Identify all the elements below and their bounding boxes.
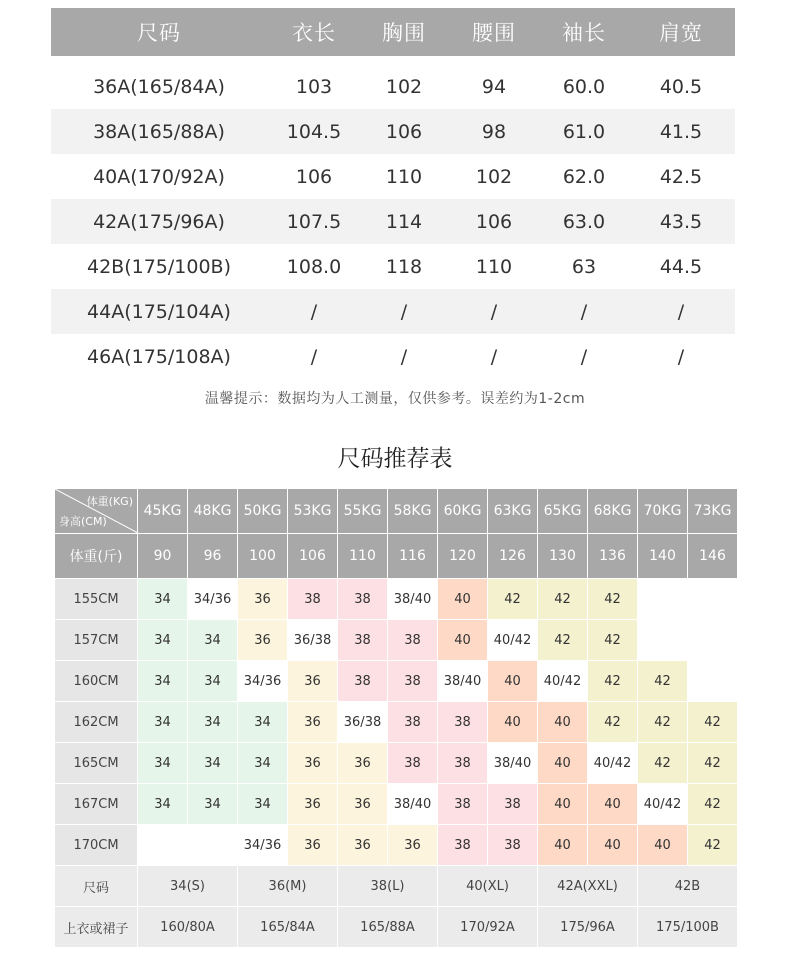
recommended-size-cell: 38 — [388, 743, 438, 784]
size-label-row — [55, 866, 738, 907]
recommended-size-cell: 40 — [588, 784, 638, 825]
recommended-size-cell: 34 — [138, 620, 188, 661]
size-chart-value-cell: 43.5 — [627, 199, 735, 244]
size-chart-header: 腰围 — [447, 8, 541, 56]
recommended-size-cell: 36/38 — [288, 620, 338, 661]
recommended-size-cell: 36 — [288, 784, 338, 825]
weight-kg-header: 70KG — [638, 489, 688, 534]
recommended-size-cell: 40 — [538, 743, 588, 784]
size-chart-value-cell: 110 — [385, 165, 423, 188]
recommended-size-cell: 42 — [588, 702, 638, 743]
size-chart-header: 尺码 — [51, 8, 267, 56]
weight-jin-header: 90 — [138, 534, 188, 579]
weight-jin-header: 146 — [688, 534, 738, 579]
size-chart-value-cell: / — [310, 345, 318, 368]
weight-kg-header: 60KG — [438, 489, 488, 534]
recommended-size-cell: 38 — [388, 620, 438, 661]
corner-weight-label: 体重(KG) — [86, 495, 133, 508]
size-chart-value-cell: 107.5 — [267, 199, 361, 244]
size-chart-size-cell: 42B(175/100B) — [86, 255, 231, 278]
size-chart-value-cell: 44.5 — [659, 255, 703, 278]
recommended-size-cell: 36/38 — [338, 702, 388, 743]
size-chart-row — [51, 199, 735, 244]
recommended-size-cell: 36 — [288, 743, 338, 784]
recommended-size-cell: 36 — [238, 620, 288, 661]
weight-kg-header: 58KG — [388, 489, 438, 534]
weight-kg-header: 68KG — [588, 489, 638, 534]
recommended-size-cell: 34 — [238, 784, 288, 825]
recommended-size-cell: 34 — [238, 743, 288, 784]
weight-kg-row — [55, 489, 738, 534]
garment-spec-cell: 165/88A — [338, 907, 438, 948]
size-chart-value-cell: 102 — [385, 75, 423, 98]
recommended-size-cell: 36 — [388, 825, 438, 866]
size-chart-value-cell: / — [447, 289, 541, 334]
garment-spec-cell: 170/92A — [438, 907, 538, 948]
size-chart-value-cell: 108.0 — [286, 255, 342, 278]
garment-spec-cell: 175/100B — [638, 907, 738, 948]
size-chart-value-cell: / — [361, 289, 447, 334]
weight-kg-header: 50KG — [238, 489, 288, 534]
weight-kg-header: 65KG — [538, 489, 588, 534]
size-chart-value-cell: 104.5 — [267, 109, 361, 154]
size-chart-value-cell: 106 — [447, 199, 541, 244]
size-chart-value-cell: / — [267, 289, 361, 334]
size-name-cell: 38(L) — [338, 866, 438, 907]
size-chart-row — [51, 289, 735, 334]
size-chart-value-cell: 106 — [361, 109, 447, 154]
corner-diagonal-cell — [55, 489, 138, 534]
height-label: 170CM — [55, 825, 138, 866]
size-chart-value-cell: 98 — [447, 109, 541, 154]
recommended-size-cell: 40 — [488, 661, 538, 702]
recommended-size-cell: 40 — [438, 579, 488, 620]
weight-jin-header: 100 — [238, 534, 288, 579]
recommended-size-cell — [638, 579, 688, 620]
size-name-cell: 40(XL) — [438, 866, 538, 907]
recommended-size-cell — [688, 620, 738, 661]
recommended-size-cell — [138, 825, 188, 866]
size-chart-size-cell: 46A(175/108A) — [87, 345, 231, 368]
recommended-size-cell: 38 — [438, 784, 488, 825]
recommended-size-cell: 42 — [588, 579, 638, 620]
recommended-size-cell: 34 — [138, 661, 188, 702]
size-chart-value-cell: 114 — [361, 199, 447, 244]
recommendation-row — [55, 579, 738, 620]
recommended-size-cell: 34 — [188, 620, 238, 661]
size-chart-table — [51, 8, 735, 379]
recommended-size-cell: 42 — [688, 825, 738, 866]
recommended-size-cell: 42 — [688, 784, 738, 825]
size-chart-value-cell: 41.5 — [627, 109, 735, 154]
size-chart-value-cell: 42.5 — [659, 165, 703, 188]
recommended-size-cell: 34 — [138, 743, 188, 784]
size-chart-value-cell: 118 — [385, 255, 423, 278]
size-chart-value-cell: 110 — [475, 255, 513, 278]
height-label: 155CM — [55, 579, 138, 620]
jin-label: 体重(斤) — [55, 534, 138, 579]
size-chart-value-cell: 63.0 — [541, 199, 627, 244]
size-recommendation-table — [54, 488, 738, 948]
recommended-size-cell: 34 — [188, 661, 238, 702]
weight-kg-header: 73KG — [688, 489, 738, 534]
recommended-size-cell: 40 — [538, 825, 588, 866]
weight-jin-header: 116 — [388, 534, 438, 579]
recommended-size-cell: 40 — [538, 784, 588, 825]
recommended-size-cell: 38 — [338, 620, 388, 661]
recommended-size-cell: 38 — [388, 702, 438, 743]
size-name-cell: 34(S) — [138, 866, 238, 907]
recommended-size-cell: 42 — [688, 702, 738, 743]
recommended-size-cell: 38 — [488, 784, 538, 825]
size-chart-header-row — [51, 8, 735, 56]
weight-kg-header: 45KG — [138, 489, 188, 534]
size-chart-row — [51, 64, 735, 109]
recommended-size-cell: 34/36 — [238, 661, 288, 702]
weight-jin-header: 136 — [588, 534, 638, 579]
height-label: 162CM — [55, 702, 138, 743]
size-chart-header: 胸围 — [361, 8, 447, 56]
size-chart-row — [51, 154, 735, 199]
weight-jin-header: 140 — [638, 534, 688, 579]
recommended-size-cell: 34 — [138, 784, 188, 825]
size-chart-size-cell: 38A(165/88A) — [51, 109, 267, 154]
recommendation-row — [55, 784, 738, 825]
measurement-note: 温馨提示：数据均为人工测量，仅供参考。误差约为1-2cm — [204, 391, 586, 407]
recommended-size-cell: 34 — [188, 743, 238, 784]
weight-kg-header: 48KG — [188, 489, 238, 534]
recommended-size-cell: 36 — [338, 743, 388, 784]
corner-height-label: 身高(CM) — [59, 515, 107, 528]
recommended-size-cell: 38 — [438, 702, 488, 743]
recommended-size-cell: 40 — [588, 825, 638, 866]
recommended-size-cell: 40/42 — [488, 620, 538, 661]
size-chart-value-cell: 94 — [481, 75, 507, 98]
recommended-size-cell: 42 — [638, 661, 688, 702]
recommended-size-cell: 34/36 — [188, 579, 238, 620]
recommended-size-cell: 42 — [638, 743, 688, 784]
size-chart-value-cell: / — [490, 345, 498, 368]
recommended-size-cell: 34 — [138, 579, 188, 620]
weight-jin-header: 110 — [338, 534, 388, 579]
size-chart-value-cell: / — [541, 289, 627, 334]
size-chart-value-cell: 63 — [571, 255, 597, 278]
recommended-size-cell: 38 — [388, 661, 438, 702]
recommended-size-cell: 36 — [338, 784, 388, 825]
recommended-size-cell: 38/40 — [438, 661, 488, 702]
size-chart-size-cell: 36A(165/84A) — [93, 75, 225, 98]
garment-spec-cell: 160/80A — [138, 907, 238, 948]
recommended-size-cell: 40 — [438, 620, 488, 661]
size-chart-value-cell: 102 — [475, 165, 513, 188]
height-label: 167CM — [55, 784, 138, 825]
size-chart-value-cell: 103 — [295, 75, 333, 98]
size-chart-row — [51, 244, 735, 289]
recommended-size-cell: 40 — [538, 702, 588, 743]
garment-spec-cell: 175/96A — [538, 907, 638, 948]
weight-jin-header: 106 — [288, 534, 338, 579]
recommended-size-cell: 42 — [588, 661, 638, 702]
size-chart-header: 袖长 — [541, 8, 627, 56]
recommended-size-cell: 36 — [288, 702, 338, 743]
recommended-size-cell — [638, 620, 688, 661]
height-label: 157CM — [55, 620, 138, 661]
recommended-size-cell: 38 — [338, 661, 388, 702]
recommended-size-cell: 38/40 — [388, 784, 438, 825]
size-chart-value-cell: / — [677, 345, 685, 368]
size-name-cell: 36(M) — [238, 866, 338, 907]
recommendation-row — [55, 702, 738, 743]
size-chart-value-cell: 62.0 — [562, 165, 606, 188]
recommendation-row — [55, 743, 738, 784]
size-chart-header: 肩宽 — [627, 8, 735, 56]
size-name-cell: 42B — [638, 866, 738, 907]
size-row-label: 尺码 — [55, 866, 138, 907]
recommended-size-cell: 38/40 — [488, 743, 538, 784]
size-chart-row — [51, 109, 735, 154]
size-chart-size-cell: 40A(170/92A) — [93, 165, 225, 188]
recommended-size-cell: 36 — [338, 825, 388, 866]
size-chart-size-cell: 42A(175/96A) — [51, 199, 267, 244]
recommended-size-cell: 40/42 — [588, 743, 638, 784]
size-chart-value-cell: 61.0 — [541, 109, 627, 154]
recommended-size-cell: 42 — [538, 620, 588, 661]
size-chart-row — [51, 334, 735, 379]
recommended-size-cell: 34 — [188, 784, 238, 825]
recommended-size-cell — [688, 661, 738, 702]
recommended-size-cell: 40/42 — [538, 661, 588, 702]
garment-spec-row — [55, 907, 738, 948]
recommended-size-cell: 40 — [638, 825, 688, 866]
weight-jin-header: 130 — [538, 534, 588, 579]
recommendation-title: 尺码推荐表 — [337, 446, 453, 472]
recommended-size-cell: 36 — [288, 661, 338, 702]
recommended-size-cell: 42 — [538, 579, 588, 620]
height-label: 165CM — [55, 743, 138, 784]
recommended-size-cell: 38 — [338, 579, 388, 620]
height-label: 160CM — [55, 661, 138, 702]
size-chart-value-cell: 106 — [295, 165, 333, 188]
recommended-size-cell: 38 — [288, 579, 338, 620]
recommended-size-cell: 42 — [688, 743, 738, 784]
recommended-size-cell: 38 — [438, 825, 488, 866]
recommended-size-cell: 38 — [488, 825, 538, 866]
size-chart-size-cell: 44A(175/104A) — [51, 289, 267, 334]
recommended-size-cell: 34 — [138, 702, 188, 743]
recommended-size-cell: 42 — [638, 702, 688, 743]
recommended-size-cell: 40/42 — [638, 784, 688, 825]
recommended-size-cell — [688, 579, 738, 620]
weight-kg-header: 55KG — [338, 489, 388, 534]
recommended-size-cell: 42 — [588, 620, 638, 661]
recommended-size-cell: 34 — [188, 702, 238, 743]
recommended-size-cell: 36 — [288, 825, 338, 866]
weight-kg-header: 63KG — [488, 489, 538, 534]
recommended-size-cell: 40 — [488, 702, 538, 743]
weight-jin-row — [55, 534, 738, 579]
recommended-size-cell: 38 — [438, 743, 488, 784]
recommendation-row — [55, 620, 738, 661]
size-chart-value-cell: / — [580, 345, 588, 368]
garment-spec-cell: 165/84A — [238, 907, 338, 948]
size-chart-value-cell: / — [627, 289, 735, 334]
weight-jin-header: 120 — [438, 534, 488, 579]
size-chart-value-cell: 40.5 — [659, 75, 703, 98]
weight-jin-header: 126 — [488, 534, 538, 579]
size-chart-header: 衣长 — [267, 8, 361, 56]
size-name-cell: 42A(XXL) — [538, 866, 638, 907]
recommended-size-cell: 42 — [488, 579, 538, 620]
recommended-size-cell: 34 — [238, 702, 288, 743]
recommendation-row — [55, 825, 738, 866]
weight-jin-header: 96 — [188, 534, 238, 579]
recommended-size-cell — [188, 825, 238, 866]
size-chart-value-cell: / — [400, 345, 408, 368]
recommended-size-cell: 38/40 — [388, 579, 438, 620]
recommended-size-cell: 36 — [238, 579, 288, 620]
weight-kg-header: 53KG — [288, 489, 338, 534]
recommendation-row — [55, 661, 738, 702]
garment-row-label: 上衣或裙子 — [55, 907, 138, 948]
recommended-size-cell: 34/36 — [238, 825, 288, 866]
size-chart-value-cell: 60.0 — [562, 75, 606, 98]
